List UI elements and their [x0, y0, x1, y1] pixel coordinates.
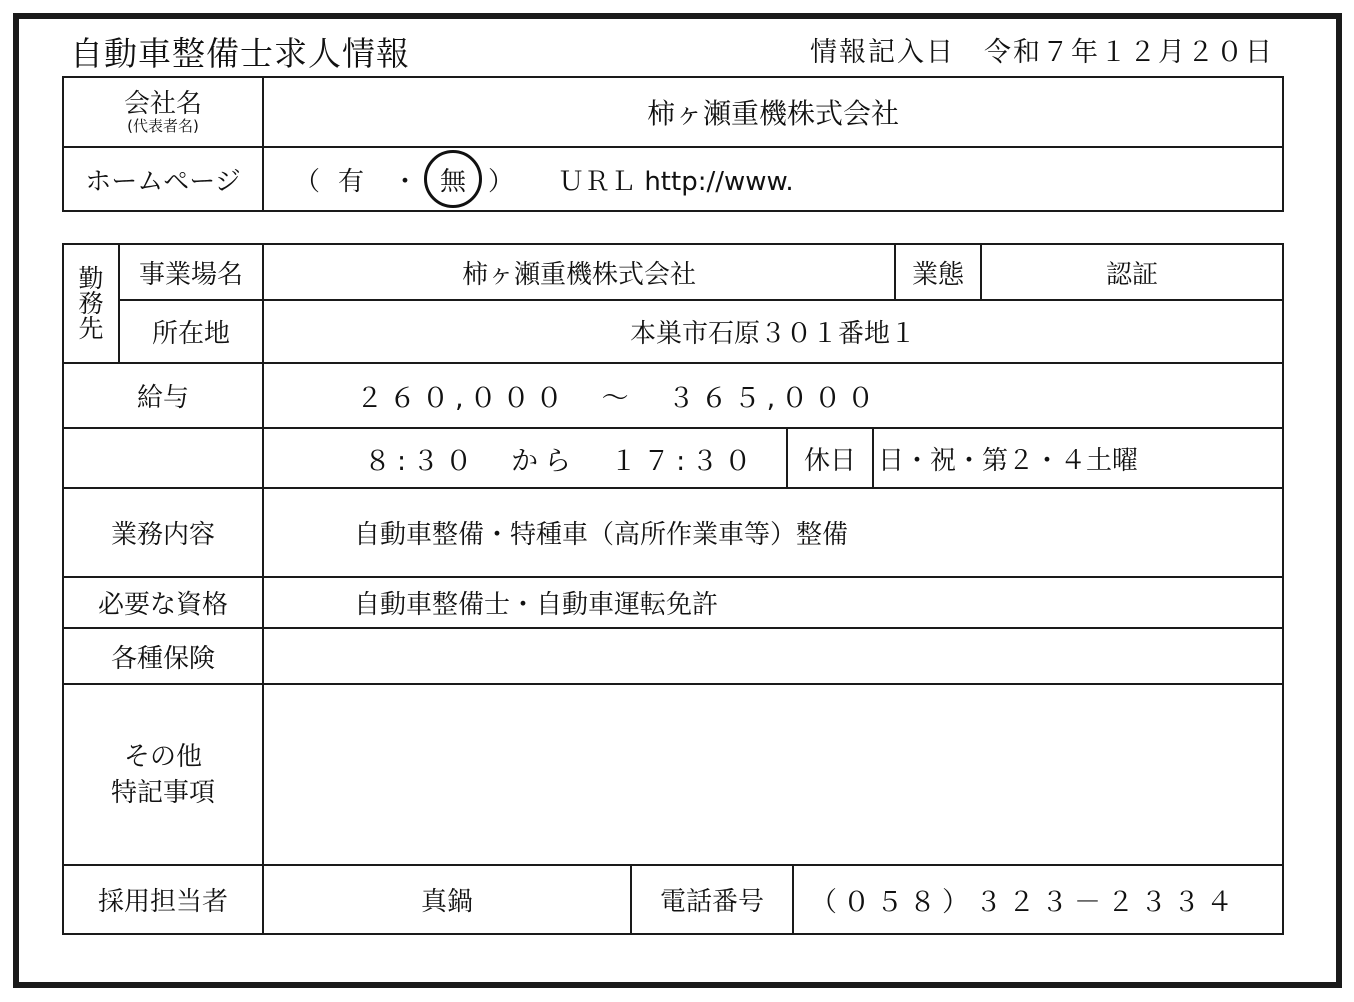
phone-value: （０５８）３２３－２３３４	[810, 887, 1239, 918]
location-label-cell	[118, 299, 264, 364]
phone-label: 電話番号	[659, 887, 764, 917]
insurance-value-cell	[262, 627, 1284, 685]
hours-value: ８:３０ から １７:３０	[364, 445, 758, 477]
notes-label-line1: その他	[123, 741, 202, 772]
workplace-name-label-cell	[118, 243, 264, 301]
homepage-value-cell	[262, 146, 1284, 212]
contact-person-label: 採用担当者	[97, 887, 228, 917]
business-type-label: 業態	[911, 259, 964, 290]
insurance-label-cell	[62, 627, 264, 685]
qualifications-value: 自動車整備士・自動車運転免許	[354, 590, 719, 620]
holiday-label-cell	[786, 427, 874, 489]
salary-label: 給与	[136, 383, 189, 413]
location-value-cell	[262, 299, 1284, 364]
salary-value-cell	[262, 362, 1284, 429]
homepage-url: ＵＲＬ http://www.	[558, 166, 794, 197]
phone-label-cell	[630, 864, 794, 935]
homepage-label: ホームページ	[85, 166, 241, 197]
duties-value: 自動車整備・特種車（高所作業車等）整備	[354, 520, 849, 550]
qualifications-value-cell	[262, 576, 1284, 629]
qualifications-label: 必要な資格	[97, 590, 228, 620]
homepage-label-cell	[62, 146, 264, 212]
notes-label-cell	[62, 683, 264, 866]
homepage-separator: ・	[392, 166, 419, 197]
homepage-option-no: 無	[440, 166, 467, 197]
workplace-section-cell	[62, 243, 120, 364]
location-value: 本巣市石原３０１番地１	[629, 319, 916, 349]
duties-label-cell	[62, 487, 264, 578]
salary-value: ２６０,０００ ～ ３６５,０００	[356, 383, 881, 414]
company-label-cell	[62, 76, 264, 148]
company-label: 会社名	[123, 88, 202, 119]
hours-value-cell	[262, 427, 788, 489]
homepage-option-yes: 有	[338, 166, 365, 197]
company-sublabel: (代表者名)	[127, 116, 199, 135]
insurance-label: 各種保険	[110, 643, 215, 674]
hours-label-cell	[62, 427, 264, 489]
form-title: 自動車整備士求人情報	[70, 34, 410, 73]
company-value-cell	[262, 76, 1284, 148]
holiday-value-cell	[872, 427, 1284, 489]
contact-person-value: 真鍋	[420, 887, 473, 917]
contact-person-value-cell	[262, 864, 632, 935]
business-type-value-cell	[980, 243, 1284, 301]
qualifications-label-cell	[62, 576, 264, 629]
business-type-label-cell	[894, 243, 982, 301]
homepage-option-no-circled	[424, 150, 482, 208]
workplace-section-char-3: 先	[78, 314, 104, 343]
business-type-value: 認証	[1105, 259, 1158, 290]
duties-label: 業務内容	[110, 520, 215, 550]
location-label: 所在地	[151, 319, 230, 349]
workplace-section-char-2: 務	[78, 289, 104, 318]
notes-value-cell	[262, 683, 1284, 866]
contact-person-label-cell	[62, 864, 264, 935]
workplace-section-char-1: 勤	[78, 264, 104, 293]
workplace-name: 柿ヶ瀬重機株式会社	[461, 259, 696, 290]
notes-label-line2: 特記事項	[110, 777, 215, 808]
holiday-value: 日・祝・第２・４土曜	[878, 445, 1139, 476]
holiday-label: 休日	[803, 445, 856, 476]
salary-label-cell	[62, 362, 264, 429]
company-name: 柿ヶ瀬重機株式会社	[646, 97, 899, 130]
phone-value-cell	[792, 864, 1284, 935]
duties-value-cell	[262, 487, 1284, 578]
workplace-name-value-cell	[262, 243, 896, 301]
homepage-close-paren: ）	[488, 166, 515, 197]
workplace-name-label: 事業場名	[138, 259, 243, 290]
entry-date: 情報記入日 令和７年１２月２０日	[810, 37, 1274, 68]
homepage-open-paren: （	[294, 166, 321, 197]
